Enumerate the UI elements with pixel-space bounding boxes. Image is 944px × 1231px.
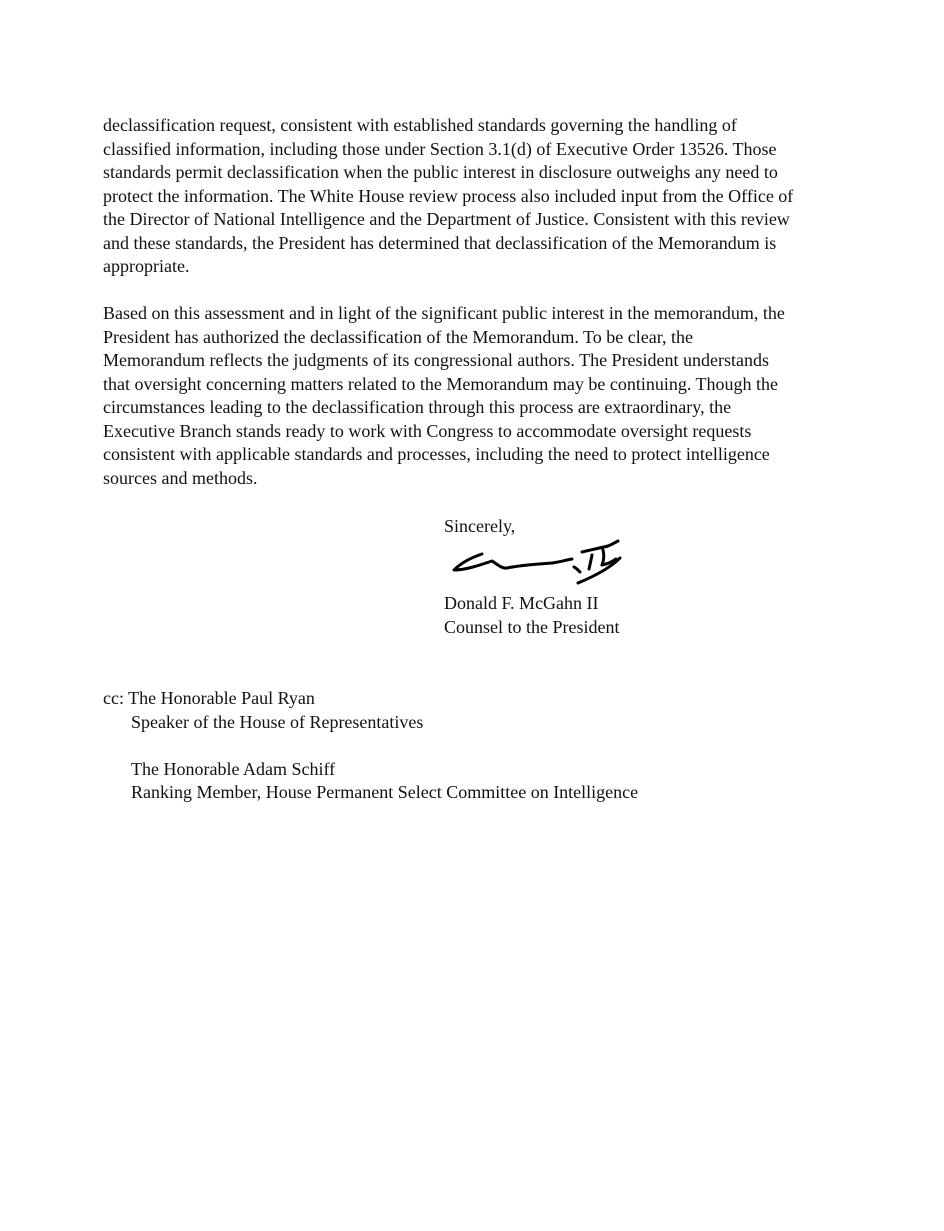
- body-text-line: Memorandum reflects the judgments of its congressional authors. The President understands: [103, 350, 770, 370]
- body-text-line: sources and methods.: [103, 467, 258, 488]
- body-text-line: protect the information. The White House review process also included input from the Office of: [103, 185, 794, 206]
- body-text-line: Executive Branch stands ready to work with Congress to accommodate oversight requests: [103, 420, 752, 441]
- body-text-line: standards permit declassification when the public interest in disclosure outweighs any need to: [103, 162, 778, 182]
- signatory-title: Counsel to the President: [444, 617, 620, 637]
- handwritten-signature: [450, 538, 632, 590]
- body-text-line: classified information, including those under Section 3.1(d) of Executive Order 13526. Those: [103, 138, 777, 159]
- cc-recipient-2: The Honorable Adam Schiff: [131, 758, 336, 779]
- body-text-line: and these standards, the President has determined that declassification of the Memorandum is: [103, 232, 777, 253]
- body-text-line: President has authorized the declassification of the Memorandum. To be clear, the: [103, 326, 693, 347]
- signatory-name: Donald F. McGahn II: [444, 593, 599, 613]
- body-text-line: appropriate.: [103, 256, 190, 276]
- body-text-line: consistent with applicable standards and processes, including the need to protect intelligence: [103, 444, 770, 464]
- body-text-line: the Director of National Intelligence and the Department of Justice. Consistent with this review: [103, 209, 790, 229]
- body-text-line: circumstances leading to the declassification through this process are extraordinary, the: [103, 397, 732, 417]
- body-text-line: declassification request, consistent with established standards governing the handling of: [103, 115, 737, 135]
- body-text-line: that oversight concerning matters related to the Memorandum may be continuing. Though the: [103, 373, 778, 394]
- cc-recipient-1: cc: The Honorable Paul Ryan: [103, 688, 315, 708]
- cc-recipient-1-role: Speaker of the House of Representatives: [131, 711, 424, 732]
- body-text-line: Based on this assessment and in light of the significant public interest in the memorandum, the: [103, 303, 785, 323]
- closing-salutation: Sincerely,: [444, 516, 516, 536]
- cc-recipient-2-role: Ranking Member, House Permanent Select Committee on Intelligence: [131, 782, 639, 802]
